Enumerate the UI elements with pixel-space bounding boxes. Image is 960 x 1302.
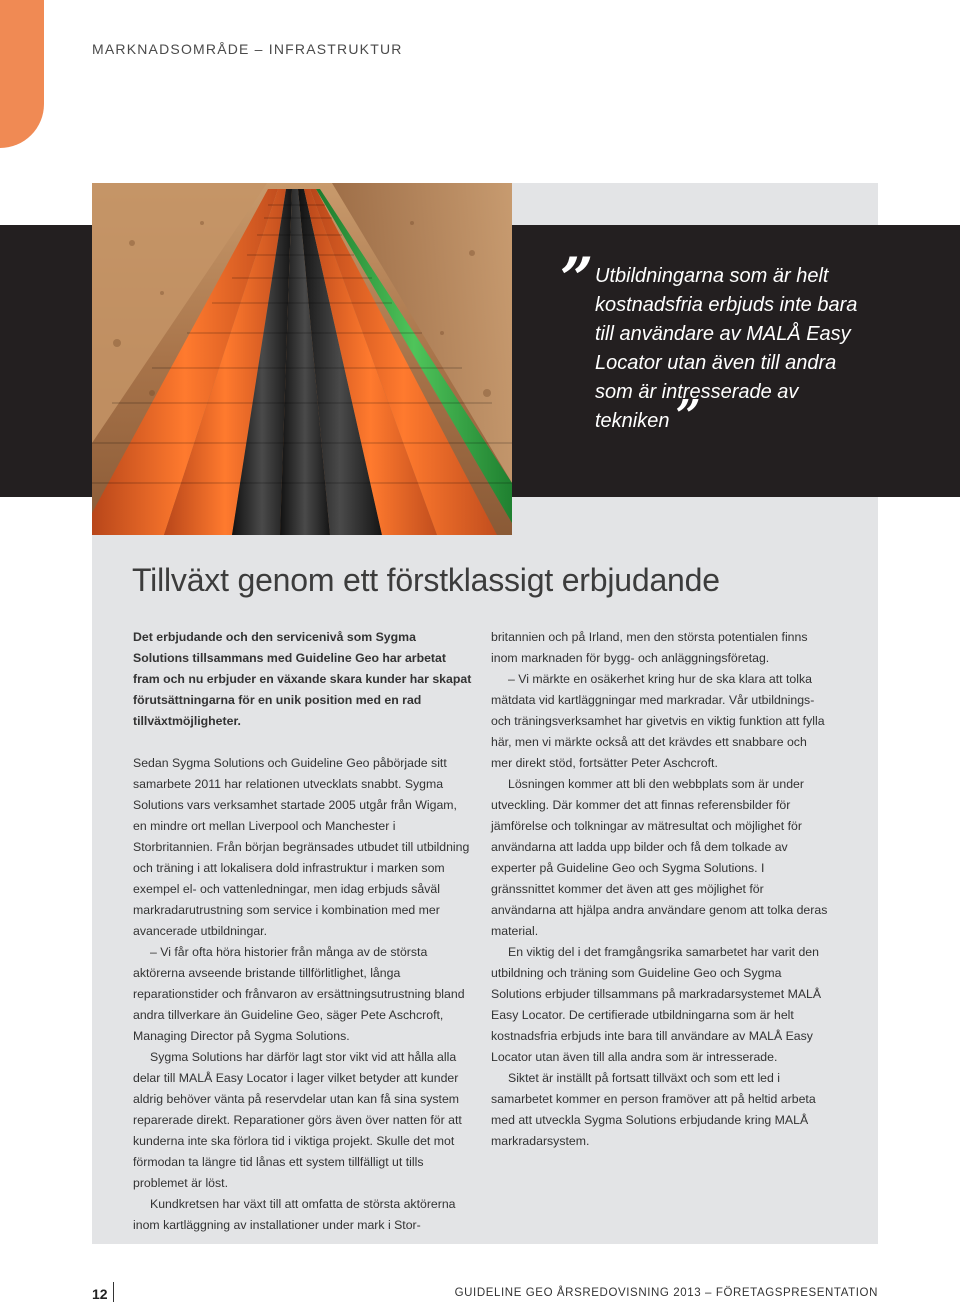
body-paragraph: – Vi får ofta höra historier från många av de största aktörerna avseende bristande tillförlitlighet, långa reparationstider och frånvaron av ersättningsutrustning bland andra tillverkare än Guideline Geo, säger Pete Aschcroft, Managing Director på Sygma Solutions. — [133, 945, 465, 1043]
article-column-right — [491, 627, 831, 1152]
pipes-in-trench-image — [92, 183, 512, 535]
body-paragraph: Lösningen kommer att bli den webbplats som är under utveckling. Där kommer det att finnas referensbilder för jämförelse och tolkningar av mätresultat och möjlighet för användarna att ladda upp bilder och få dem tolkade av experter på Guideline Geo och Sygma Solutions. I gränssnittet kommer det även att ges möjlighet för användarna att hjälpa andra användare genom att tolka deras material. — [491, 777, 828, 938]
quote-close-mark: ” — [675, 391, 701, 442]
body-paragraph: Sedan Sygma Solutions och Guideline Geo påbörjade sitt samarbete 2011 har relationen utvecklats snabbt. Sygma Solutions vars verksamhet startade 2005 utgår från Wigam, en mindre ort mellan Liverpool och Manchester i Storbritannien. Från början begränsades utbudet till utbildning och träning i att lokalisera dold infrastruktur i marken som exempel el- och vattenledningar, men idag erbjuds såväl markradarutrustning som service i kombination med mer avancerade utbildningar. — [133, 756, 470, 938]
page-number: 12 — [92, 1286, 108, 1302]
body-paragraph: En viktig del i det framgångsrika samarbetet har varit den utbildning och träning som Guideline Geo och Sygma Solutions erbjuder tillsammans på markradarsystemet MALÅ Easy Locator. De certifierade utbildningarna som är helt kostnadsfria erbjuds inte bara till användare av MALÅ Easy Locator utan även till alla andra som är intresserade. — [491, 945, 822, 1064]
body-paragraph: britannien och på Irland, men den största potentialen finns inom marknaden för bygg- och anläggningsföretag. — [491, 630, 808, 665]
body-paragraph: Kundkretsen har växt till att omfatta de största aktörerna inom kartläggning av installationer under mark i Stor- — [133, 1197, 456, 1232]
footer-title: GUIDELINE GEO ÅRSREDOVISNING 2013 – FÖRETAGSPRESENTATION — [454, 1287, 878, 1299]
pipes-illustration — [92, 183, 512, 535]
body-paragraph: Sygma Solutions har därför lagt stor vikt vid att hålla alla delar till MALÅ Easy Locator i lager vilket betyder att kunder aldrig behöver vänta på reservdelar utan kan få sina system reparerade direkt. Reparationer görs även över natten för att kunderna inte ska förlora tid i viktiga projekt. Skulle det mot förmodan ta längre tid lånas ett system tillfälligt ut tills problemet är löst. — [133, 1050, 462, 1190]
article-column-left — [133, 627, 473, 1236]
orange-corner-tab — [0, 0, 44, 148]
article-headline: Tillväxt genom ett förstklassigt erbjudande — [132, 562, 720, 598]
quote-open-mark: ” — [560, 245, 594, 313]
footer-divider — [113, 1282, 114, 1302]
pull-quote-text: Utbildningarna som är helt kostnadsfria erbjuds inte bara till användare av MALÅ Easy Locator utan även till andra som är intresserade av tekniken ” — [595, 265, 858, 442]
pull-quote — [560, 262, 860, 442]
body-paragraph: Siktet är inställt på fortsatt tillväxt och som ett led i samarbetet kommer en person framöver att på heltid arbeta med att utveckla Sygma Solutions erbjudande kring MALÅ markradarsystem. — [491, 1071, 816, 1148]
body-paragraph: – Vi märkte en osäkerhet kring hur de ska klara att tolka mätdata vid kartläggningar med markradar. Vår utbildnings- och träningsverksamhet har givetvis en viktig funktion att fylla här, men vi märkte också att det krävdes ett snabbare och mer direkt stöd, fortsätter Peter Aschcroft. — [491, 672, 825, 770]
section-label: MARKNADSOMRÅDE – INFRASTRUKTUR — [92, 41, 403, 57]
article-lead: Det erbjudande och den servicenivå som Sygma Solutions tillsammans med Guideline Geo har arbetat fram och nu erbjuder en växande skara kunder har skapat förutsättningarna för en unik position med en rad tillväxtmöjligheter. — [133, 630, 472, 728]
